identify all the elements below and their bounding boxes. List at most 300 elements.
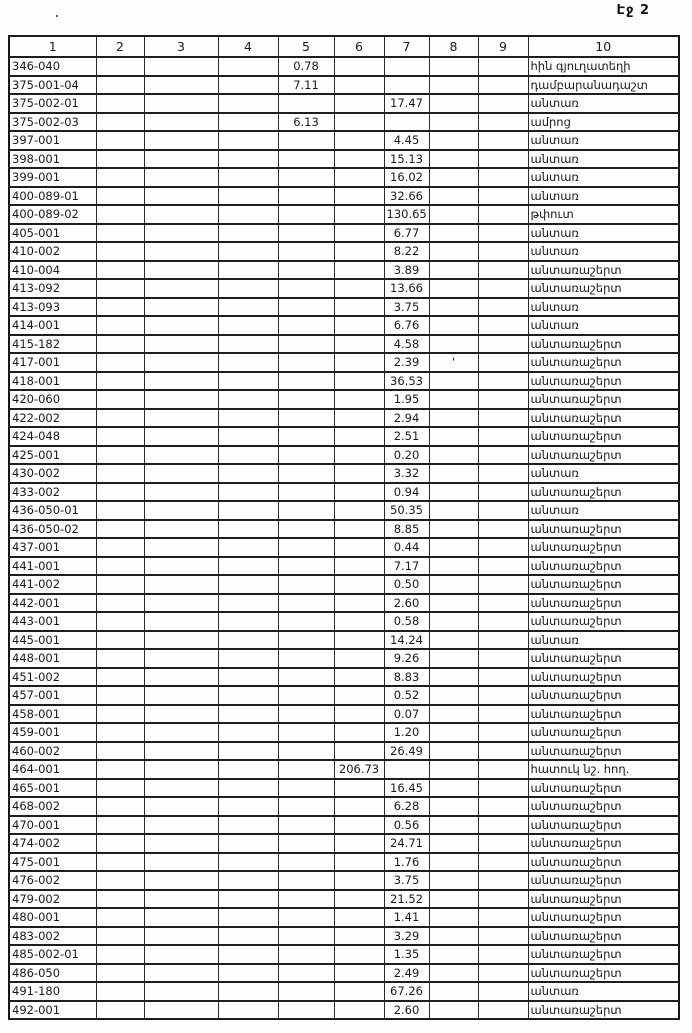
- parcel-code-cell: 475-001: [9, 853, 96, 872]
- table-row: [9, 131, 679, 150]
- table-cell: [144, 131, 218, 150]
- table-cell: [429, 168, 478, 187]
- table-cell: [144, 908, 218, 927]
- table-cell: [96, 908, 144, 927]
- table-cell: [96, 575, 144, 594]
- table-cell: [429, 242, 478, 261]
- parcel-code-cell: 480-001: [9, 908, 96, 927]
- table-cell: [478, 168, 528, 187]
- table-cell: [218, 316, 278, 335]
- table-cell: [334, 575, 384, 594]
- table-cell: [278, 797, 334, 816]
- parcel-code-cell: 399-001: [9, 168, 96, 187]
- table-cell: 2.94: [384, 409, 429, 428]
- land-type-cell: անտառաշերտ: [528, 853, 679, 872]
- table-cell: [478, 316, 528, 335]
- table-cell: 2.49: [384, 964, 429, 983]
- land-type-cell: անտառաշերտ: [528, 779, 679, 798]
- table-cell: [144, 927, 218, 946]
- table-row: [9, 187, 679, 206]
- table-cell: [429, 834, 478, 853]
- land-type-cell: անտառ: [528, 982, 679, 1001]
- table-cell: [384, 76, 429, 95]
- table-row: [9, 816, 679, 835]
- table-row: [9, 742, 679, 761]
- table-row: [9, 279, 679, 298]
- parcel-code-cell: 433-002: [9, 483, 96, 502]
- table-cell: [96, 853, 144, 872]
- parcel-code-cell: 479-002: [9, 890, 96, 909]
- table-cell: 36.53: [384, 372, 429, 391]
- table-cell: [429, 224, 478, 243]
- table-cell: [384, 113, 429, 132]
- table-cell: [478, 853, 528, 872]
- land-type-cell: անտառ: [528, 464, 679, 483]
- table-cell: [218, 483, 278, 502]
- table-cell: [96, 779, 144, 798]
- table-cell: [96, 353, 144, 372]
- table-cell: 130.65: [384, 205, 429, 224]
- table-cell: [429, 964, 478, 983]
- page-number-label: Էջ 2: [616, 3, 650, 18]
- table-cell: [96, 705, 144, 724]
- table-cell: [144, 261, 218, 280]
- table-cell: [334, 57, 384, 76]
- table-cell: [278, 409, 334, 428]
- table-cell: 0.56: [384, 816, 429, 835]
- table-cell: [144, 409, 218, 428]
- table-cell: [218, 224, 278, 243]
- table-cell: [429, 649, 478, 668]
- column-header: 1: [9, 36, 96, 57]
- table-cell: [334, 372, 384, 391]
- table-cell: [278, 150, 334, 169]
- table-cell: [278, 298, 334, 317]
- table-cell: [218, 723, 278, 742]
- land-type-cell: անտառաշերտ: [528, 353, 679, 372]
- table-cell: [144, 168, 218, 187]
- table-cell: [218, 853, 278, 872]
- table-cell: [429, 520, 478, 539]
- table-cell: [429, 446, 478, 465]
- table-cell: [218, 612, 278, 631]
- parcel-code-cell: 418-001: [9, 372, 96, 391]
- table-row: [9, 890, 679, 909]
- table-row: [9, 705, 679, 724]
- table-row: [9, 353, 679, 372]
- table-cell: [278, 871, 334, 890]
- table-cell: [144, 557, 218, 576]
- table-cell: [144, 446, 218, 465]
- table-cell: [96, 686, 144, 705]
- table-cell: [218, 446, 278, 465]
- parcel-code-cell: 476-002: [9, 871, 96, 890]
- table-cell: [334, 982, 384, 1001]
- column-header: 2: [96, 36, 144, 57]
- table-cell: [218, 187, 278, 206]
- parcel-code-cell: 468-002: [9, 797, 96, 816]
- table-cell: [429, 131, 478, 150]
- parcel-code-cell: 414-001: [9, 316, 96, 335]
- table-cell: [218, 557, 278, 576]
- table-cell: [218, 409, 278, 428]
- table-cell: 1.95: [384, 390, 429, 409]
- table-cell: [278, 94, 334, 113]
- table-cell: [478, 205, 528, 224]
- table-cell: [478, 390, 528, 409]
- table-cell: [144, 353, 218, 372]
- parcel-code-cell: 441-001: [9, 557, 96, 576]
- parcel-code-cell: 410-004: [9, 261, 96, 280]
- table-cell: 3.32: [384, 464, 429, 483]
- table-cell: [334, 779, 384, 798]
- table-cell: [334, 464, 384, 483]
- table-cell: [96, 723, 144, 742]
- parcel-code-cell: 420-060: [9, 390, 96, 409]
- table-cell: [478, 723, 528, 742]
- table-row: [9, 612, 679, 631]
- table-cell: [218, 686, 278, 705]
- table-cell: [218, 964, 278, 983]
- table-cell: 32.66: [384, 187, 429, 206]
- table-cell: [429, 483, 478, 502]
- table-cell: ': [429, 353, 478, 372]
- table-cell: 1.35: [384, 945, 429, 964]
- table-cell: [218, 390, 278, 409]
- land-type-cell: անտառաշերտ: [528, 427, 679, 446]
- land-type-cell: անտառ: [528, 168, 679, 187]
- table-cell: [429, 871, 478, 890]
- table-cell: [218, 372, 278, 391]
- table-cell: [334, 686, 384, 705]
- table-cell: [334, 446, 384, 465]
- table-cell: 8.22: [384, 242, 429, 261]
- table-row: [9, 483, 679, 502]
- land-type-cell: անտառաշերտ: [528, 261, 679, 280]
- table-cell: [144, 705, 218, 724]
- parcel-code-cell: 413-092: [9, 279, 96, 298]
- land-type-cell: անտառաշերտ: [528, 390, 679, 409]
- table-row: [9, 76, 679, 95]
- land-type-cell: անտառաշերտ: [528, 668, 679, 687]
- table-cell: [96, 927, 144, 946]
- land-type-cell: անտառ: [528, 242, 679, 261]
- table-row: [9, 871, 679, 890]
- table-cell: [278, 464, 334, 483]
- table-cell: [218, 871, 278, 890]
- column-header: 9: [478, 36, 528, 57]
- table-cell: 2.60: [384, 1001, 429, 1020]
- column-header: 3: [144, 36, 218, 57]
- table-cell: [334, 945, 384, 964]
- table-cell: [429, 372, 478, 391]
- table-cell: [278, 353, 334, 372]
- table-cell: [144, 390, 218, 409]
- table-cell: [334, 279, 384, 298]
- table-cell: [429, 113, 478, 132]
- table-cell: [278, 1001, 334, 1020]
- table-cell: [144, 890, 218, 909]
- parcel-code-cell: 470-001: [9, 816, 96, 835]
- table-cell: [218, 631, 278, 650]
- land-type-cell: անտառաշերտ: [528, 409, 679, 428]
- table-cell: [334, 187, 384, 206]
- table-cell: [218, 760, 278, 779]
- land-type-cell: անտառաշերտ: [528, 816, 679, 835]
- land-type-cell: անտառաշերտ: [528, 871, 679, 890]
- table-cell: [96, 964, 144, 983]
- table-cell: [429, 390, 478, 409]
- table-cell: [218, 834, 278, 853]
- table-cell: [278, 594, 334, 613]
- table-row: [9, 760, 679, 779]
- table-cell: [478, 649, 528, 668]
- table-cell: [96, 982, 144, 1001]
- land-type-cell: անտառաշերտ: [528, 649, 679, 668]
- land-type-cell: անտառաշերտ: [528, 594, 679, 613]
- table-cell: [429, 298, 478, 317]
- table-cell: [278, 779, 334, 798]
- table-cell: [478, 57, 528, 76]
- table-cell: [478, 945, 528, 964]
- table-cell: [96, 594, 144, 613]
- table-cell: [144, 853, 218, 872]
- table-cell: [429, 409, 478, 428]
- table-cell: [96, 94, 144, 113]
- table-cell: [278, 242, 334, 261]
- table-cell: [478, 890, 528, 909]
- table-cell: [334, 94, 384, 113]
- table-row: [9, 464, 679, 483]
- table-cell: [96, 298, 144, 317]
- parcel-code-cell: 410-002: [9, 242, 96, 261]
- table-cell: [278, 834, 334, 853]
- table-cell: [96, 76, 144, 95]
- table-cell: [144, 242, 218, 261]
- table-cell: [218, 353, 278, 372]
- table-cell: [218, 575, 278, 594]
- table-cell: [96, 446, 144, 465]
- table-cell: [478, 927, 528, 946]
- table-cell: [429, 427, 478, 446]
- table-cell: [478, 631, 528, 650]
- table-cell: [429, 594, 478, 613]
- table-cell: [278, 668, 334, 687]
- land-type-cell: անտառաշերտ: [528, 612, 679, 631]
- parcel-code-cell: 422-002: [9, 409, 96, 428]
- table-cell: [278, 279, 334, 298]
- table-cell: 21.52: [384, 890, 429, 909]
- table-cell: [478, 982, 528, 1001]
- table-cell: [429, 335, 478, 354]
- table-cell: [478, 298, 528, 317]
- table-cell: [144, 723, 218, 742]
- parcel-code-cell: 436-050-01: [9, 501, 96, 520]
- table-cell: [478, 427, 528, 446]
- table-cell: 13.66: [384, 279, 429, 298]
- table-cell: 7.17: [384, 557, 429, 576]
- table-cell: [278, 390, 334, 409]
- column-header: 8: [429, 36, 478, 57]
- table-cell: [218, 427, 278, 446]
- table-cell: [218, 113, 278, 132]
- land-type-cell: անտառաշերտ: [528, 908, 679, 927]
- table-cell: 0.52: [384, 686, 429, 705]
- table-row: [9, 335, 679, 354]
- table-cell: [478, 538, 528, 557]
- land-type-cell: անտառաշերտ: [528, 705, 679, 724]
- table-cell: [429, 501, 478, 520]
- table-cell: [384, 760, 429, 779]
- table-cell: [278, 446, 334, 465]
- table-cell: [478, 279, 528, 298]
- table-cell: [334, 890, 384, 909]
- table-cell: [334, 816, 384, 835]
- table-cell: [334, 964, 384, 983]
- table-cell: 4.45: [384, 131, 429, 150]
- table-cell: [429, 927, 478, 946]
- table-cell: [96, 612, 144, 631]
- table-cell: [478, 372, 528, 391]
- parcel-code-cell: 451-002: [9, 668, 96, 687]
- table-cell: [218, 279, 278, 298]
- table-cell: [429, 797, 478, 816]
- land-type-cell: անտառաշերտ: [528, 335, 679, 354]
- table-cell: [96, 242, 144, 261]
- table-cell: [478, 575, 528, 594]
- table-cell: [478, 1001, 528, 1020]
- land-type-cell: անտառաշերտ: [528, 834, 679, 853]
- table-cell: [478, 742, 528, 761]
- table-cell: [278, 501, 334, 520]
- table-cell: [334, 908, 384, 927]
- table-row: [9, 298, 679, 317]
- table-cell: [278, 964, 334, 983]
- table-header-row: [9, 36, 679, 57]
- table-cell: [429, 464, 478, 483]
- parcel-code-cell: 443-001: [9, 612, 96, 631]
- land-type-cell: թփուտ: [528, 205, 679, 224]
- land-type-cell: անտառ: [528, 94, 679, 113]
- table-cell: [144, 575, 218, 594]
- table-cell: 0.94: [384, 483, 429, 502]
- column-header: 4: [218, 36, 278, 57]
- table-row: [9, 501, 679, 520]
- table-cell: [478, 816, 528, 835]
- table-cell: [218, 816, 278, 835]
- table-cell: [278, 853, 334, 872]
- table-body: [9, 57, 679, 1019]
- table-cell: [218, 890, 278, 909]
- table-cell: [96, 668, 144, 687]
- table-cell: [144, 816, 218, 835]
- table-cell: [218, 908, 278, 927]
- table-cell: [334, 797, 384, 816]
- table-cell: 8.83: [384, 668, 429, 687]
- land-type-cell: անտառաշերտ: [528, 723, 679, 742]
- table-cell: [334, 594, 384, 613]
- table-cell: [429, 538, 478, 557]
- table-cell: [429, 779, 478, 798]
- table-cell: [278, 372, 334, 391]
- table-cell: [218, 150, 278, 169]
- table-cell: [96, 538, 144, 557]
- table-cell: [144, 686, 218, 705]
- table-cell: [96, 427, 144, 446]
- table-cell: [478, 464, 528, 483]
- table-row: [9, 686, 679, 705]
- table-cell: [334, 76, 384, 95]
- table-row: [9, 390, 679, 409]
- table-cell: [278, 483, 334, 502]
- table-cell: [429, 890, 478, 909]
- land-type-cell: անտառաշերտ: [528, 520, 679, 539]
- table-row: [9, 113, 679, 132]
- table-cell: [334, 871, 384, 890]
- land-type-cell: անտառաշերտ: [528, 483, 679, 502]
- table-cell: [144, 520, 218, 539]
- table-cell: [278, 908, 334, 927]
- table-cell: [144, 760, 218, 779]
- table-cell: [429, 945, 478, 964]
- table-cell: [429, 908, 478, 927]
- table-cell: [218, 668, 278, 687]
- parcel-code-cell: 457-001: [9, 686, 96, 705]
- table-cell: [144, 372, 218, 391]
- table-row: [9, 94, 679, 113]
- table-cell: [334, 261, 384, 280]
- table-cell: [96, 150, 144, 169]
- land-type-cell: անտառ: [528, 631, 679, 650]
- table-cell: [96, 224, 144, 243]
- table-cell: 1.20: [384, 723, 429, 742]
- table-cell: [478, 187, 528, 206]
- table-row: [9, 927, 679, 946]
- table-cell: [278, 520, 334, 539]
- table-row: [9, 520, 679, 539]
- table-row: [9, 150, 679, 169]
- table-cell: [334, 668, 384, 687]
- table-cell: [429, 853, 478, 872]
- table-cell: [334, 612, 384, 631]
- table-cell: [334, 853, 384, 872]
- column-header: 6: [334, 36, 384, 57]
- table-cell: [429, 94, 478, 113]
- table-cell: [478, 76, 528, 95]
- table-cell: [334, 705, 384, 724]
- table-row: [9, 908, 679, 927]
- table-cell: [384, 57, 429, 76]
- parcel-code-cell: 417-001: [9, 353, 96, 372]
- parcel-code-cell: 415-182: [9, 335, 96, 354]
- table-cell: [218, 242, 278, 261]
- column-header: 10: [528, 36, 679, 57]
- table-cell: 1.76: [384, 853, 429, 872]
- table-cell: [334, 427, 384, 446]
- table-cell: [96, 890, 144, 909]
- column-header: 5: [278, 36, 334, 57]
- table-row: [9, 224, 679, 243]
- parcel-code-cell: 459-001: [9, 723, 96, 742]
- table-cell: [334, 927, 384, 946]
- table-cell: [334, 316, 384, 335]
- table-cell: [278, 205, 334, 224]
- table-cell: [96, 390, 144, 409]
- table-row: [9, 631, 679, 650]
- table-cell: [144, 982, 218, 1001]
- parcel-code-cell: 413-093: [9, 298, 96, 317]
- table-cell: [96, 168, 144, 187]
